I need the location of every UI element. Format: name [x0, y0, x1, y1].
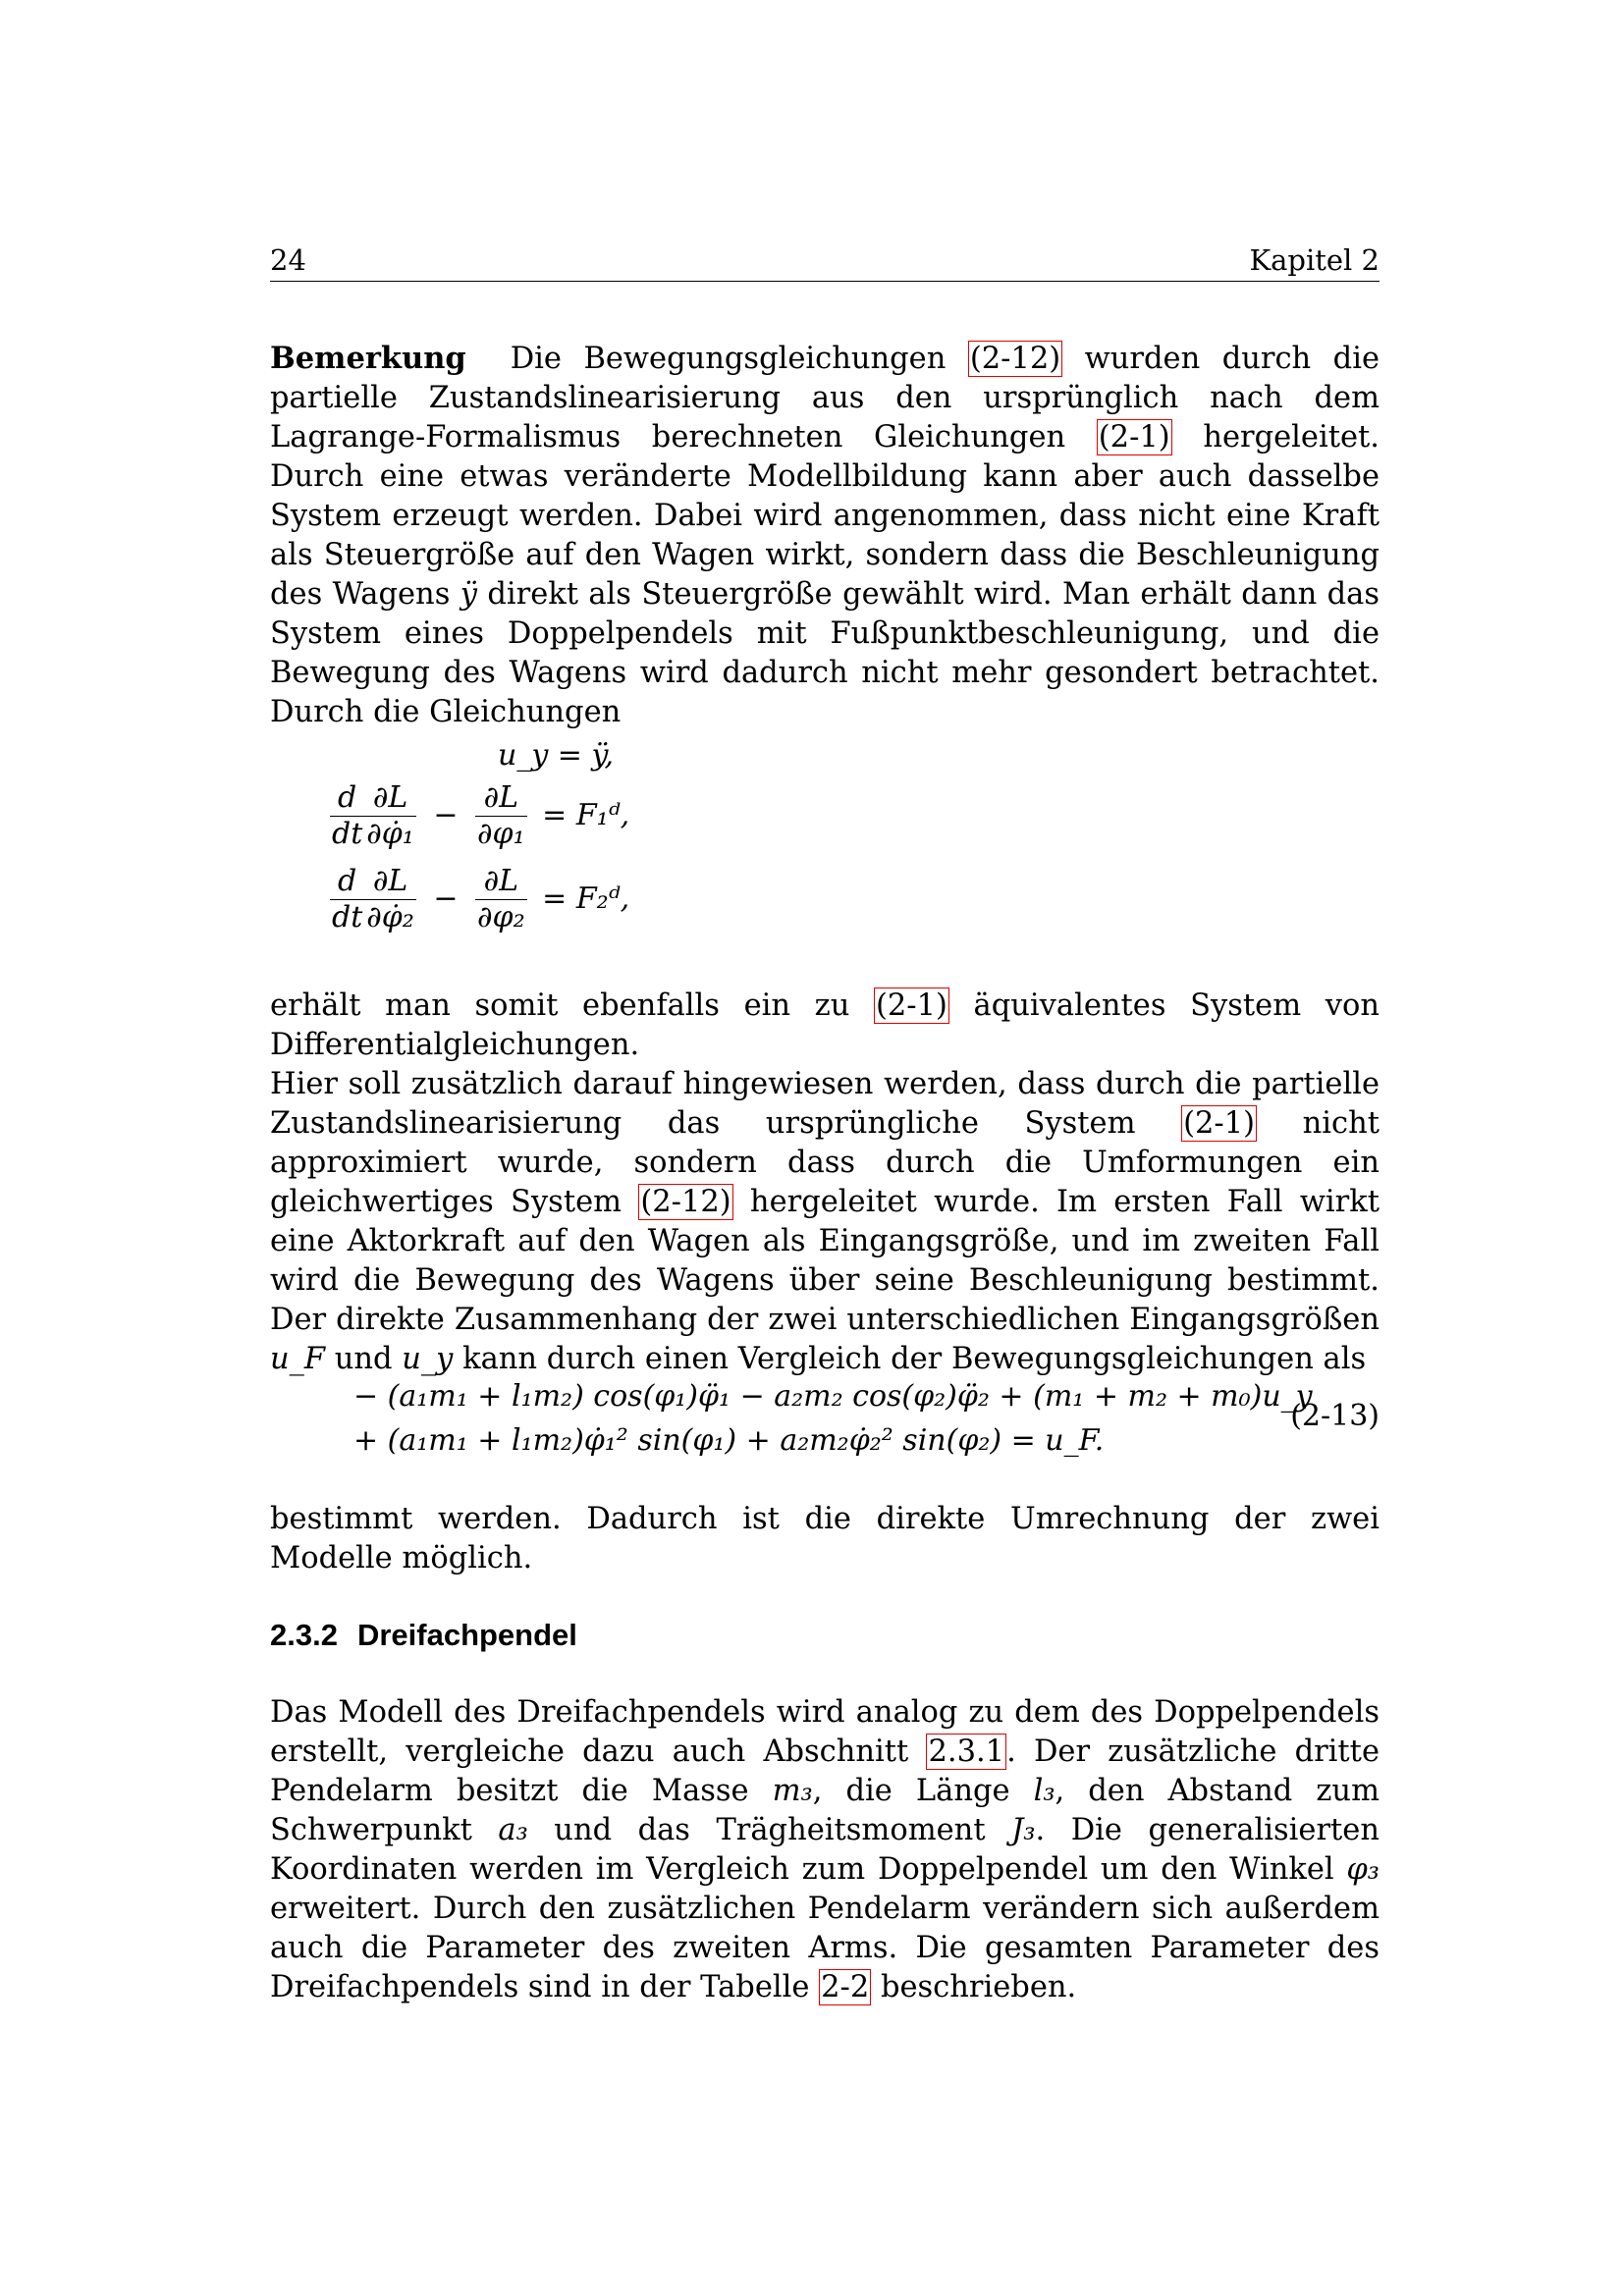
symbol-a3: a₃: [498, 1813, 528, 1847]
text: Die Bewegungsgleichungen: [510, 342, 968, 376]
equation-link-2-1[interactable]: (2-1): [1183, 1106, 1256, 1141]
after-equation-paragraph: [270, 987, 1380, 1065]
text: hergeleitet. Durch eine etwas veränderte Modellbildung kann aber auch dasselbe System erzeugt werden. Dabei wird angenommen, dass nicht eine Kraft als Steuergröße auf den Wagen wirkt, sondern dass die Beschleunigung des Wagens: [270, 420, 1380, 612]
text: und: [325, 1342, 403, 1376]
symbol-uy: u_y: [402, 1342, 454, 1376]
symbol-uF: u_F: [270, 1342, 326, 1376]
remark-label: Bemerkung: [270, 341, 466, 376]
text: wurden durch die partielle Zustandslinearisierung aus den ursprünglich nach dem Lagrange-Formalismus berechneten Gleichungen: [270, 342, 1380, 454]
section-link-2-3-1[interactable]: 2.3.1: [928, 1735, 1005, 1769]
text: direkt als Steuergröße gewählt wird. Man erhält dann das System eines Doppelpendels mit Fußpunktbeschleunigung, und die Bewegung des Wagens wird dadurch nicht mehr gesondert betrachtet. Durch die Gleichungen: [270, 577, 1380, 729]
text: , die Länge: [812, 1774, 1034, 1808]
text: , den Abstand zum Schwerpunkt: [270, 1774, 1380, 1847]
triple-pendulum-paragraph: [270, 1693, 1380, 2007]
symbol-m3: m₃: [772, 1774, 813, 1808]
equation-uy: u_y = ÿ,: [498, 738, 614, 773]
hint-paragraph: [270, 1065, 1380, 1379]
text: . Der zusätzliche dritte Pendelarm besitzt die Masse: [270, 1735, 1380, 1808]
section-number: 2.3.2: [270, 1618, 338, 1652]
equation-link-2-1[interactable]: (2-1): [1098, 420, 1170, 454]
equation-lagrange-1: $\frac{d}{dt}$ $\frac{\partial L}{\text{∂φ̇₁}}$ − $\frac{\partial L}{\text{∂φ₁}}$ = F₁ᵈ,: [332, 780, 630, 851]
symbol-y-ddot: ÿ: [460, 577, 477, 612]
text: kann durch einen Vergleich der Bewegungsgleichungen als: [453, 1342, 1367, 1376]
page-number: 24: [270, 243, 306, 277]
equation-number-2-13: (2-13): [1290, 1399, 1380, 1433]
chapter-title: Kapitel 2: [1249, 243, 1380, 277]
equation-lagrange-2: $\frac{d}{dt}$ $\frac{\partial L}{\text{∂φ̇₂}}$ − $\frac{\partial L}{\text{∂φ₂}}$ = F₂ᵈ,: [332, 864, 630, 934]
text: äquivalentes System von Differentialgleichungen.: [270, 988, 1380, 1062]
symbol-phi3: φ₃: [1346, 1852, 1380, 1887]
text: hergeleitet wurde. Im ersten Fall wirkt eine Aktorkraft auf den Wagen als Eingangsgröße, und im zweiten Fall wird die Bewegung des Wagens über seine Beschleunigung bestimmt. Der direkte Zusammenhang der zwei unterschiedlichen Eingangsgrößen: [270, 1185, 1380, 1337]
text: erhält man somit ebenfalls ein zu: [270, 988, 874, 1023]
equation-link-2-1[interactable]: (2-1): [876, 988, 947, 1023]
section-title: Dreifachpendel: [356, 1618, 577, 1652]
running-header: [270, 243, 1380, 282]
text: Das Modell des Dreifachpendels wird analog zu dem des Doppelpendels erstellt, vergleiche dazu auch Abschnitt: [270, 1695, 1380, 1769]
text: erweitert. Durch den zusätzlichen Pendelarm verändern sich außerdem auch die Parameter des zweiten Arms. Die gesamten Parameter des Dreifachpendels sind in der Tabelle: [270, 1892, 1380, 2004]
text: beschrieben.: [871, 1970, 1077, 2004]
text: Hier soll zusätzlich darauf hingewiesen werden, dass durch die partielle Zustandslinearisierung das ursprüngliche System: [270, 1067, 1380, 1141]
symbol-J3: J₃: [1011, 1813, 1036, 1847]
table-link-2-2[interactable]: 2-2: [821, 1970, 870, 2004]
equation-link-2-12[interactable]: (2-12): [969, 342, 1061, 376]
remark-paragraph: [270, 339, 1380, 732]
equation-2-13-line2: + (a₁m₁ + l₁m₂)φ̇₁² sin(φ₁) + a₂m₂φ̇₂² sin(φ₂) = u_F.: [353, 1423, 1105, 1458]
section-heading: [270, 1618, 577, 1653]
text: bestimmt werden. Dadurch ist die direkte Umrechnung der zwei Modelle möglich.: [270, 1502, 1380, 1575]
text: und das Trägheitsmoment: [527, 1813, 1012, 1847]
conclusion-paragraph: [270, 1500, 1380, 1578]
text: nicht approximiert wurde, sondern dass durch die Umformungen ein gleichwertiges System: [270, 1106, 1380, 1219]
equation-2-13-line1: − (a₁m₁ + l₁m₂) cos(φ₁)φ̈₁ − a₂m₂ cos(φ₂)φ̈₂ + (m₁ + m₂ + m₀)u_y: [353, 1379, 1313, 1414]
equation-link-2-12[interactable]: (2-12): [640, 1185, 731, 1219]
symbol-l3: l₃: [1033, 1774, 1055, 1808]
text: . Die generalisierten Koordinaten werden im Vergleich zum Doppelpendel um den Winkel: [270, 1813, 1380, 1887]
